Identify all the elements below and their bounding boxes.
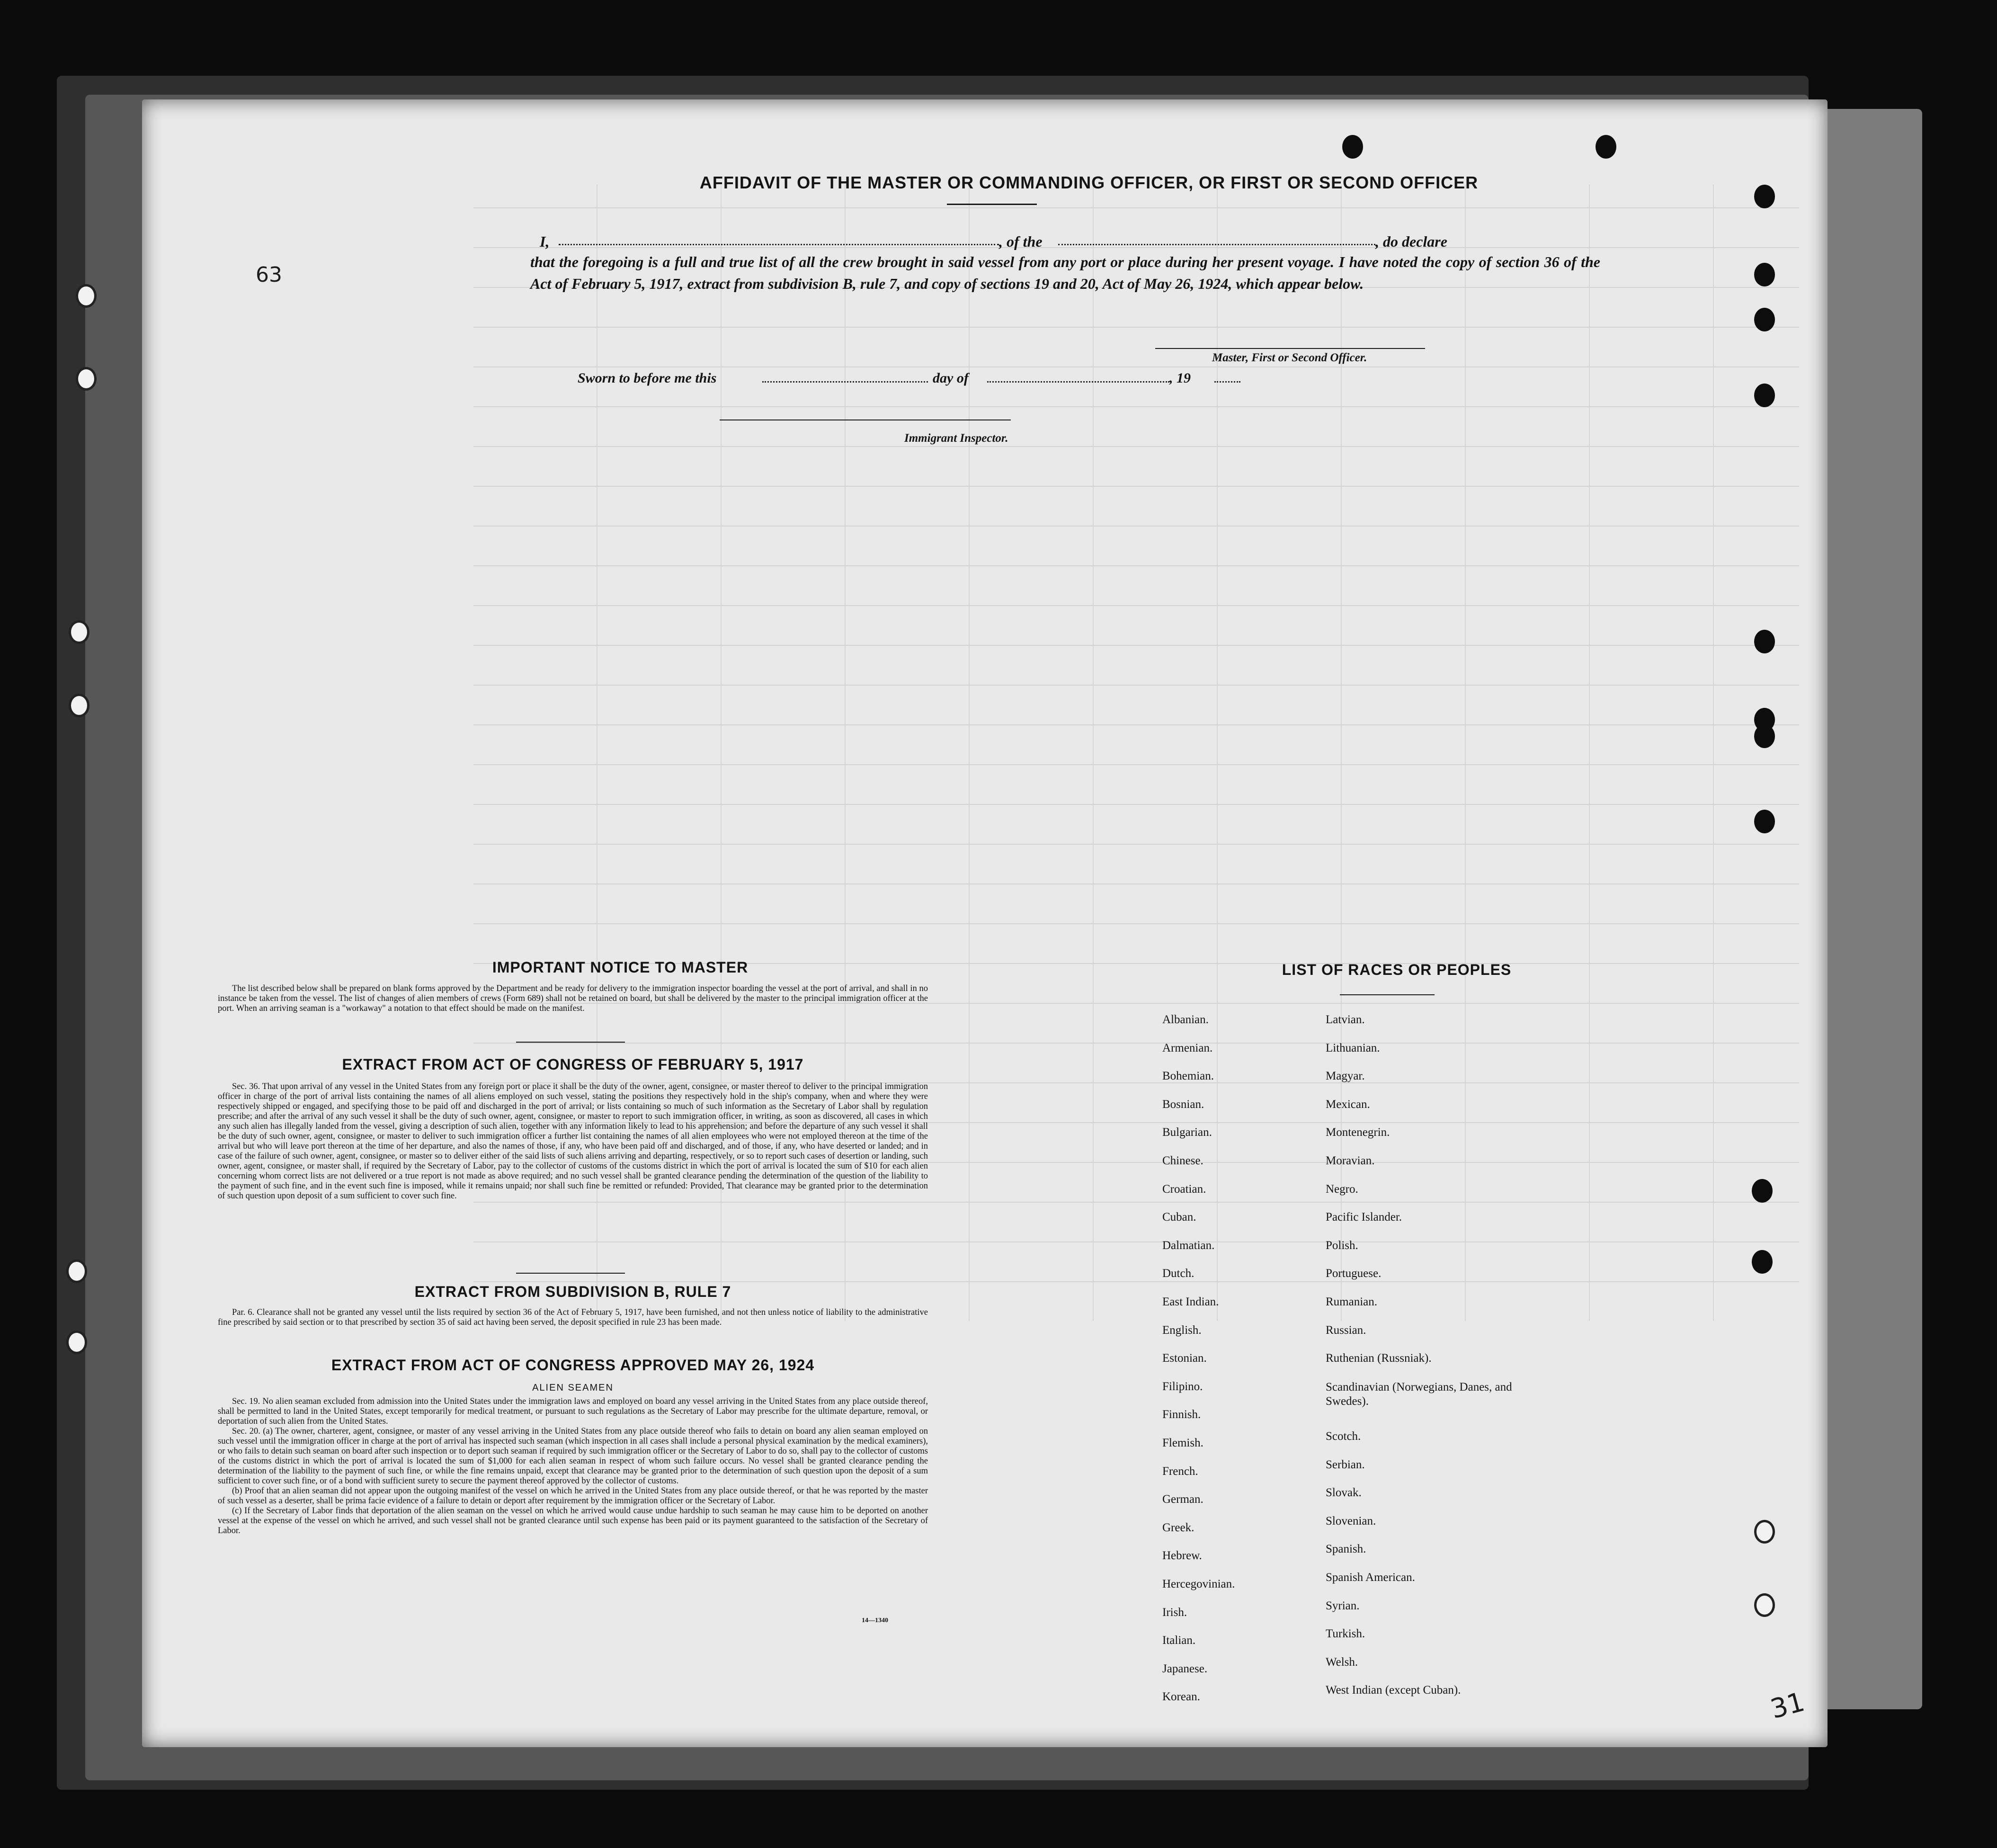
race-item: West Indian (except Cuban).: [1326, 1684, 1461, 1697]
extract-rule7-text: Par. 6. Clearance shall not be granted any vessel until the lists required by section 36 of the Act of February 5, 1917, have been furnished, and not then unless notice of liability to the administrative fine prescribed by said section or to that prescribed by section 35 of said act having been served, the deposit specified in rule 23 has been made.: [218, 1308, 928, 1327]
race-item: Dalmatian.: [1162, 1239, 1215, 1252]
race-item: French.: [1162, 1464, 1198, 1478]
sworn-year-field[interactable]: [1214, 381, 1240, 383]
manifest-page: [142, 99, 1828, 1747]
punch-hole-icon: [1754, 384, 1775, 407]
affidavit-of-the-label: , of the: [999, 233, 1043, 250]
affiant-name-field[interactable]: [559, 244, 999, 245]
race-item: Polish.: [1326, 1239, 1358, 1252]
alien-seamen-subtitle: ALIEN SEAMEN: [532, 1383, 614, 1393]
race-item: Spanish.: [1326, 1543, 1366, 1556]
race-item: Filipino.: [1162, 1380, 1203, 1393]
race-item: Portuguese.: [1326, 1267, 1382, 1280]
extract-rule7-title: EXTRACT FROM SUBDIVISION B, RULE 7: [414, 1283, 731, 1300]
extract-rule7-body: [218, 1308, 928, 1328]
race-item: Mexican.: [1326, 1098, 1370, 1111]
notice-text: The list described below shall be prepared on blank forms approved by the Department and be ready for delivery to the immigration inspector boarding the vessel at the port of arrival, and shall in no instance be taken from the vessel. The list of changes of alien members of crews (Form 689) shall not be retained on board, but shall be delivered by the master to the principal immigration officer at the port. When an arriving seaman is a "workaway" a notation to that effect should be made on the manifest.: [218, 984, 928, 1013]
race-item: Bosnian.: [1162, 1098, 1204, 1111]
race-item: Lithuanian.: [1326, 1041, 1380, 1054]
binder-ring-icon: [66, 1259, 87, 1283]
races-title-underline: [1340, 994, 1435, 995]
signature-label: Master, First or Second Officer.: [1212, 351, 1367, 364]
section-divider: [516, 1273, 625, 1274]
binder-ring-icon: [76, 367, 97, 391]
race-item: Hebrew.: [1162, 1549, 1202, 1562]
punch-hole-icon: [1754, 308, 1775, 331]
race-item: Spanish American.: [1326, 1571, 1415, 1584]
race-item: Turkish.: [1326, 1627, 1365, 1641]
race-item: Scotch.: [1326, 1430, 1361, 1443]
sworn-day-field[interactable]: [762, 381, 928, 383]
race-item: Korean.: [1162, 1690, 1200, 1704]
extract-1917-body: [218, 1082, 928, 1201]
race-item: Latvian.: [1326, 1013, 1365, 1026]
punch-ring-icon: [1754, 1593, 1775, 1617]
race-item: Welsh.: [1326, 1655, 1358, 1669]
race-item: Pacific Islander.: [1326, 1211, 1402, 1224]
race-item: Syrian.: [1326, 1599, 1360, 1612]
inspector-label: Immigrant Inspector.: [904, 432, 1008, 445]
punch-hole-icon: [1754, 724, 1775, 748]
affidavit-title: AFFIDAVIT OF THE MASTER OR COMMANDING OFFICER, OR FIRST OR SECOND OFFICER: [699, 173, 1479, 192]
section-divider: [516, 1042, 625, 1043]
race-item: Slovak.: [1326, 1486, 1362, 1500]
punch-hole-icon: [1596, 135, 1616, 159]
race-item: Serbian.: [1326, 1458, 1365, 1471]
punch-hole-icon: [1752, 1179, 1773, 1203]
race-item: English.: [1162, 1323, 1202, 1337]
handwritten-sheet-number: 31: [1767, 1686, 1808, 1725]
race-item: Dutch.: [1162, 1267, 1195, 1280]
extract-1924-body: [218, 1397, 928, 1536]
section-20c-text: (c) If the Secretary of Labor finds that deportation of the alien seaman on the vessel on which he arrived would cause undue hardship to such seaman he may cause him to be deported on another vessel at the expense of the vessel on which he arrived, and such vessel shall not be granted clearance until such expense has been paid or its payment guaranteed to the satisfaction of the Secretary of Labor.: [218, 1506, 928, 1536]
sworn-year-label: , 19: [1169, 370, 1191, 386]
extract-1917-text: Sec. 36. That upon arrival of any vessel in the United States from any foreign port or place it shall be the duty of the owner, agent, consignee, or master thereof to deliver to the principal immigration officer in charge of the port of arrival lists containing the names of all aliens employed on such vessel, stating the positions they respectively hold in the ship's company, when and where they were respectively shipped or engaged, and specifying those to be paid off and discharged in the port of arrival; or lists containing so much of such information as the Secretary of Labor shall by regulation prescribe; and after the arrival of any such vessel it shall be the duty of such owner, agent, consignee, or master to report to such immigration officer, in writing, as soon as discovered, all cases in which any such alien has illegally landed from the vessel, giving a description of such alien, together with any information likely to lead to his apprehension; and before the departure of any such vessel it shall be the duty of such owner, agent, consignee, or master to deliver to such immigration officer a further list containing the names of all alien employees who were not employed thereon at the time of the arrival but who will leave port thereon at the time of her departure, and also the names of those, if any, who have been paid off and discharged, and of those, if any, who have deserted or landed; and in case of the failure of such owner, agent, consignee, or master so to deliver either of the said lists of such aliens arriving and departing, respectively, or so to report such cases of desertion or landing, such owner, agent, consignee, or master shall, if required by the Secretary of Labor, pay to the collector of customs of the customs district in which the port of arrival is located the sum of $10 for each alien concerning whom correct lists are not delivered or a true report is not made as above required; and no such vessel shall be granted clearance pending the determination of the question of the liability to the payment of such fine, and in the event such fine is imposed, while it remains unpaid; nor shall such fine be remitted or refunded: Provided, That clearance may be granted prior to the determination of such question upon deposit of a sum sufficient to cover such fine.: [218, 1082, 928, 1201]
form-number: 14—1340: [862, 1617, 888, 1624]
title-underline: [947, 204, 1037, 205]
race-item: Magyar.: [1326, 1070, 1365, 1083]
race-item: Ruthenian (Russniak).: [1326, 1352, 1432, 1365]
section-20b-text: (b) Proof that an alien seaman did not appear upon the outgoing manifest of the vessel on which he arrived in the United States from any place outside thereof, or that he was reported by the master of such vessel as a deserter, shall be prima facie evidence of a failure to detain or deport after requirement by the immigration officer or the Secretary of Labor.: [218, 1486, 928, 1506]
race-item: Finnish.: [1162, 1408, 1201, 1421]
race-item: Albanian.: [1162, 1013, 1209, 1026]
affidavit-i-label: I,: [540, 233, 550, 250]
handwritten-stamp-number: 63: [256, 263, 282, 287]
race-item: Irish.: [1162, 1606, 1187, 1619]
punch-hole-icon: [1754, 185, 1775, 208]
races-title: LIST OF RACES OR PEOPLES: [1282, 961, 1512, 978]
vessel-name-field[interactable]: [1058, 244, 1375, 245]
binder-ring-icon: [69, 620, 89, 644]
section-19-text: Sec. 19. No alien seaman excluded from admission into the United States under the immigration laws and employed on board any vessel arriving in the United States from any place outside thereof, shall be permitted to land in the United States, except temporarily for medical treatment, or pursuant to such regulations as the Secretary of Labor may prescribe for the ultimate departure, removal, or deportation of such alien from the United States.: [218, 1397, 928, 1426]
race-item: Moravian.: [1326, 1154, 1375, 1167]
punch-hole-icon: [1754, 630, 1775, 653]
binder-ring-icon: [76, 284, 97, 308]
race-item: Japanese.: [1162, 1662, 1208, 1675]
race-item: Greek.: [1162, 1521, 1195, 1534]
race-item: Flemish.: [1162, 1437, 1204, 1449]
sworn-month-field[interactable]: [987, 381, 1169, 383]
punch-hole-icon: [1752, 1250, 1773, 1274]
race-item: Bohemian.: [1162, 1070, 1214, 1083]
race-item: Russian.: [1326, 1323, 1366, 1337]
binder-ring-icon: [69, 694, 89, 717]
punch-hole-icon: [1754, 810, 1775, 833]
punch-ring-icon: [1754, 1520, 1775, 1544]
notice-body: [218, 984, 928, 1014]
extract-1917-title: EXTRACT FROM ACT OF CONGRESS OF FEBRUARY 5, 1917: [342, 1056, 804, 1073]
race-item: Armenian.: [1162, 1041, 1213, 1054]
race-item: Chinese.: [1162, 1154, 1204, 1167]
race-item: Bulgarian.: [1162, 1126, 1212, 1139]
signature-line[interactable]: [1155, 348, 1425, 349]
race-item: Rumanian.: [1326, 1295, 1378, 1308]
notice-title: IMPORTANT NOTICE TO MASTER: [492, 959, 749, 976]
extract-1924-title: EXTRACT FROM ACT OF CONGRESS APPROVED MAY 26, 1924: [331, 1357, 815, 1374]
sworn-prefix: Sworn to before me this: [578, 370, 717, 386]
race-item: Croatian.: [1162, 1182, 1206, 1196]
race-item: Italian.: [1162, 1634, 1196, 1647]
race-item: Negro.: [1326, 1182, 1358, 1196]
race-item: Slovenian.: [1326, 1514, 1376, 1527]
race-item: Montenegrin.: [1326, 1126, 1390, 1139]
affidavit-body: that the foregoing is a full and true list of all the crew brought in said vessel from any port or place during her present voyage. I have noted the copy of section 36 of the Act of February 5, 1917, extract from subdivision B, rule 7, and copy of sections 19 and 20, Act of May 26, 1924, which appear below.: [530, 253, 1600, 292]
race-item: Estonian.: [1162, 1352, 1207, 1365]
punch-hole-icon: [1342, 135, 1363, 159]
punch-hole-icon: [1754, 263, 1775, 286]
binder-ring-icon: [66, 1330, 87, 1354]
affidavit-declare-label: , do declare: [1375, 233, 1447, 250]
race-item: German.: [1162, 1493, 1204, 1506]
race-item: Cuban.: [1162, 1211, 1196, 1224]
race-item: Scandinavian (Norwegians, Danes, and Swedes).: [1326, 1380, 1512, 1408]
race-item: East Indian.: [1162, 1295, 1219, 1308]
sworn-day-of-label: day of: [933, 370, 969, 386]
race-item: Hercegovinian.: [1162, 1578, 1235, 1590]
section-20a-text: Sec. 20. (a) The owner, charterer, agent, consignee, or master of any vessel arriving in the United States from any place outside thereof who fails to detain on board any alien seaman employed on such vessel until the immigration officer in charge at the port of arrival has inspected such seaman (which inspection in all cases shall include a personal physical examination by the medical examiners), or who fails to detain such seaman on board after such inspection or to deport such seaman if required by such immigration officer or the Secretary of Labor to do so, shall pay to the collector of customs of the customs district in which the port of arrival is located the sum of $1,000 for each alien seaman in respect of whom such failure occurs. No vessel shall be granted clearance pending the determination of the liability to the payment of such fine, or while the fine remains unpaid, except that clearance may be granted prior to the determination of such question upon the deposit of a sum sufficient to cover such fine, or of a bond with sufficient surety to secure the payment thereof approved by the collector of customs.: [218, 1427, 928, 1486]
